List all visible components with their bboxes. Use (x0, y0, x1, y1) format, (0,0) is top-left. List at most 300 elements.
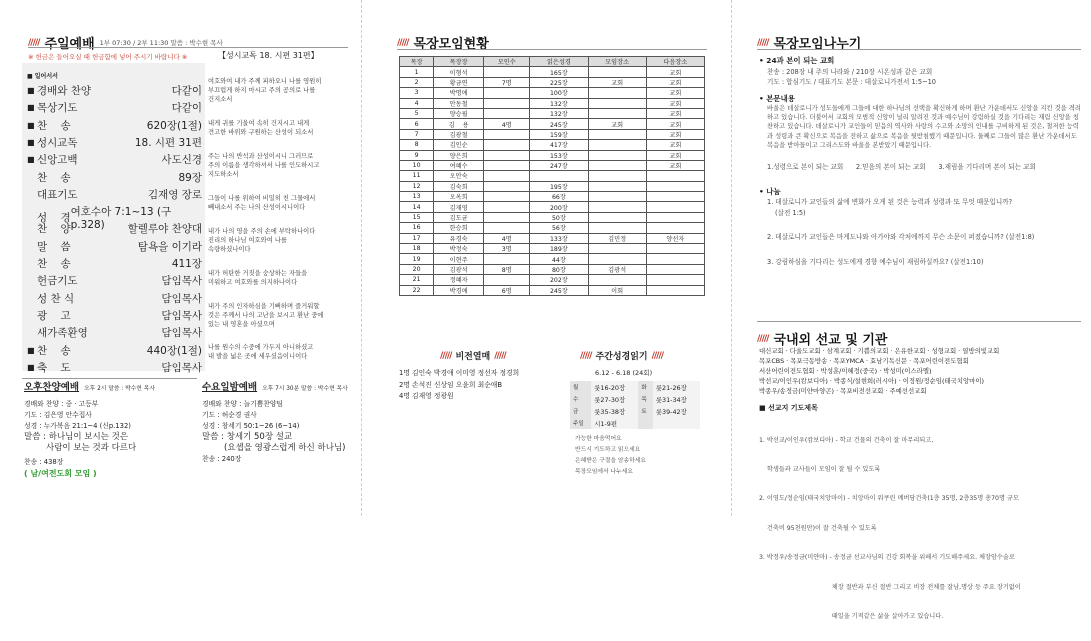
table-cell: 교회 (646, 119, 704, 129)
order-name: 성 경 (37, 212, 71, 225)
reading-verse: 내가 주의 인자하심을 기뻐하며 즐거워할 것은 주께서 나의 고난을 보시고 환난 중에 있는 내 영혼을 아셨으며 (208, 303, 324, 328)
table-row (400, 150, 705, 160)
prayer-line: 때일을 기적같은 삶을 살아가고 있습니다. (759, 612, 944, 620)
table-cell: 56장 (530, 223, 588, 233)
weekly-cell: 목 (638, 393, 652, 405)
table-cell: 8명 (484, 264, 530, 274)
order-item (27, 221, 202, 236)
order-name: 찬 송 (37, 344, 71, 357)
column-header: 모인수 (484, 57, 530, 67)
pm-sermon: 사람이 보는 것과 다르다 (46, 443, 137, 453)
vision-line: 4명 김재영 정광원 (399, 392, 454, 400)
reading-verse: 나를 원수의 수중에 가두지 아니하셨고 내 발을 넓은 곳에 세우셨음이니이다 (208, 344, 314, 360)
vision-title: 비전열매 (455, 352, 491, 362)
bullet: ■ (27, 155, 35, 165)
table-cell: 153장 (530, 150, 588, 160)
table-cell (646, 254, 704, 264)
reading-verse: 주는 나의 반석과 산성이시니 그러므로 주의 이름을 생각하셔서 나를 인도하시고 지도하소서 (208, 153, 320, 178)
header-rule (757, 49, 1081, 50)
table-row (400, 129, 705, 139)
table-cell: 132장 (530, 98, 588, 108)
weekly-note: 목장모임에서 나누세요 (575, 469, 633, 475)
order-value: 440장(1절) (146, 344, 202, 357)
wed-title: 수요일밤예배 (202, 382, 258, 393)
table-cell (588, 202, 646, 212)
table-cell (588, 244, 646, 254)
table-cell (588, 223, 646, 233)
pm-line: 경배와 찬양 : 중 · 고등부 (24, 400, 99, 408)
table-cell (588, 160, 646, 170)
table-row (400, 285, 705, 295)
order-item (27, 308, 202, 323)
table-row (400, 275, 705, 285)
table-cell (588, 129, 646, 139)
weekly-cell: 주일 (570, 417, 591, 429)
bullet: ■ (27, 362, 35, 372)
table-row (400, 202, 705, 212)
table-cell: 22 (400, 285, 434, 295)
table-cell (530, 171, 588, 181)
lesson-line: 찬송 : 208장 내 주의 나라와 / 210장 시온성과 같은 교회 (767, 67, 933, 76)
table-cell (646, 285, 704, 295)
table-row (400, 119, 705, 129)
table-row (400, 223, 705, 233)
prayer-title: ■ 선교지 기도제목 (759, 404, 818, 412)
table-cell: 교회 (588, 119, 646, 129)
question: 3. 강림하심을 기다리는 성도에게 경향 예수님이 재림하실까요? (살전1:10) (767, 257, 984, 266)
fold-line (731, 0, 732, 516)
order-item (27, 273, 202, 288)
wed-hymn: 찬송 : 240장 (202, 455, 242, 463)
weekly-cell (653, 417, 700, 429)
pm-service (24, 382, 204, 479)
order-item (27, 325, 202, 340)
table-cell (588, 275, 646, 285)
pm-line: 기도 : 김은영 안수집사 (24, 411, 92, 419)
weekly-note: 은혜받은 구절을 암송하세요 (575, 458, 646, 464)
question: 1. 데살로니가 교인들의 삶에 변화가 오게 된 것은 능력과 성령과 또 무엇 때문입니까? (767, 198, 1013, 207)
table-cell (484, 88, 530, 98)
table-cell: 6명 (484, 285, 530, 295)
table-cell (484, 150, 530, 160)
order-item (27, 187, 202, 202)
vision-list (399, 368, 569, 403)
order-name: 축 도 (37, 361, 71, 374)
order-value: 620장(1절) (146, 119, 202, 132)
order-item (27, 239, 202, 254)
table-cell (484, 140, 530, 150)
pm-meeting: ( 남/여전도회 모임 ) (24, 469, 97, 478)
question-ref: (살전 1:5) (775, 208, 806, 217)
table-cell (484, 98, 530, 108)
bullet: ■ (27, 137, 35, 147)
bullet: ■ (27, 345, 35, 355)
wed-line: 경배와 찬양 : 늘기쁨찬양팀 (202, 400, 283, 408)
table-cell (646, 171, 704, 181)
order-name: 경배와 찬양 (37, 85, 92, 97)
order-value: 담임목사 (161, 361, 202, 374)
table-cell: 김광철 (434, 129, 484, 139)
table-cell: 417장 (530, 140, 588, 150)
divider (22, 378, 197, 379)
table-cell (588, 108, 646, 118)
table-cell (588, 212, 646, 222)
table-cell (484, 67, 530, 77)
table-cell: 133장 (530, 233, 588, 243)
table-cell: 5 (400, 108, 434, 118)
column-header: 목장장 (434, 57, 484, 67)
table-cell: 이현주 (434, 254, 484, 264)
table-cell: 양선자 (646, 233, 704, 243)
bullet: ■ (27, 103, 35, 113)
table-cell: 14 (400, 202, 434, 212)
header-rule (397, 49, 707, 50)
weekly-cell: 토 (638, 405, 652, 417)
header-rule (28, 47, 348, 48)
middle-panel (365, 0, 727, 516)
order-name: 새가족환영 (37, 327, 88, 340)
table-cell: 165장 (530, 67, 588, 77)
table-row (400, 88, 705, 98)
weekly-cell: 룻27-30장 (591, 393, 638, 405)
prayer-list (759, 416, 1089, 641)
column-header: 다음장소 (646, 57, 704, 67)
table-cell: 1 (400, 67, 434, 77)
table-row (400, 77, 705, 87)
wed-line: 기도 : 허순경 권사 (202, 411, 257, 419)
table-cell (484, 181, 530, 191)
table-cell: 교회 (646, 129, 704, 139)
offering-notice: ※ 헌금은 들어오실 때 헌금함에 넣어 주시기 바랍니다 ※ (28, 53, 188, 61)
table-row (400, 212, 705, 222)
table-cell: 13 (400, 192, 434, 202)
table-cell: 교회 (646, 88, 704, 98)
order-item (27, 135, 202, 150)
table-cell (646, 202, 704, 212)
wed-sermon: (요셉을 영광스럽게 하신 하나님) (224, 443, 346, 453)
table-cell: 132장 (530, 108, 588, 118)
cell-status-title: 목장모임현황 (413, 37, 489, 52)
text-title: • 본문내용 (759, 93, 795, 103)
column-header: 읽은성경 (530, 57, 588, 67)
table-cell (588, 181, 646, 191)
weekly-row (570, 417, 700, 429)
vision-header: ///// 비전열매 ///// (440, 350, 506, 362)
table-cell: 202장 (530, 275, 588, 285)
table-cell: 이형석 (434, 67, 484, 77)
table-cell (484, 192, 530, 202)
order-name: 목상기도 (37, 102, 78, 115)
table-cell (646, 275, 704, 285)
table-cell: 189장 (530, 244, 588, 254)
table-cell: 80장 (530, 264, 588, 274)
weekly-cell: 시1-9편 (591, 417, 638, 429)
divider (757, 321, 1081, 322)
table-cell: 195장 (530, 181, 588, 191)
table-cell: 10 (400, 160, 434, 170)
table-cell (588, 150, 646, 160)
table-cell: 정혜자 (434, 275, 484, 285)
order-value: 탐욕을 이기라 (137, 240, 202, 253)
table-cell: 11 (400, 171, 434, 181)
table-cell: 7 (400, 129, 434, 139)
table-row (400, 171, 705, 181)
table-cell: 김광석 (588, 264, 646, 274)
table-cell: 17 (400, 233, 434, 243)
table-row (400, 233, 705, 243)
sunday-subtitle: 1부 07:30 / 2부 11:30 말씀 : 박수현 목사 (99, 39, 223, 47)
order-name: 찬 양 (37, 223, 71, 236)
reading-verse: 여호와여 내가 주께 피하오니 나를 영원히 부끄럽게 하지 마시고 주의 공의로 나를 건지소서 (208, 78, 322, 103)
table-cell: 3 (400, 88, 434, 98)
order-name: 말 씀 (37, 240, 71, 253)
table-cell: 교회 (646, 67, 704, 77)
fold-line (361, 0, 362, 516)
table-cell (588, 171, 646, 181)
mission-line: 박선교/이인우(캄보디아) · 박종식/설현희(러시아) · 이정원/정순임(태국치앙마이) (759, 377, 984, 385)
worship-order (22, 63, 205, 374)
table-cell: 100장 (530, 88, 588, 98)
table-cell: 245장 (530, 285, 588, 295)
table-cell (484, 254, 530, 264)
table-cell (588, 254, 646, 264)
weekly-cell: 룻31-34장 (653, 393, 700, 405)
pm-title: 오후찬양예배 (24, 382, 80, 393)
weekly-cell: 룻16-20장 (591, 381, 638, 393)
prayer-line: 학생들과 교사들이 모임이 잘 될 수 있도록 (759, 465, 881, 473)
mission-title: 국내외 선교 및 기관 (773, 333, 888, 348)
prayer-line: 3. 박정우/송정금(미얀마) - 송정금 선교사님의 건강 회복을 위해서 기도해주세요. 체장암수술로 (759, 554, 1015, 562)
mission-list (759, 346, 1084, 396)
table-cell: 6 (400, 119, 434, 129)
table-cell: 황금연 (434, 77, 484, 87)
order-item (27, 360, 202, 375)
table-cell (588, 67, 646, 77)
table-row (400, 67, 705, 77)
table-cell (646, 192, 704, 202)
table-row (400, 140, 705, 150)
weekly-date: 6.12 - 6.18 (24회) (595, 369, 653, 377)
table-cell: 2 (400, 77, 434, 87)
order-value: 담임목사 (161, 292, 202, 305)
order-name: 헌금기도 (37, 275, 78, 288)
table-cell: 66장 (530, 192, 588, 202)
order-item (27, 291, 202, 306)
sharing-q-title: • 나눔 (759, 186, 781, 196)
table-cell: 박명애 (434, 88, 484, 98)
table-cell: 오옥희 (434, 192, 484, 202)
table-cell (484, 129, 530, 139)
vision-line: 2명 손석진 신상임 오윤희 최순애B (399, 380, 502, 389)
table-row (400, 160, 705, 170)
weekly-header: ///// 주간성경읽기 ///// (580, 350, 664, 362)
mission-line: 목포CBS · 목포극동방송 · 목포YMCA · 효남기독신문 · 목포어린이전도협회 (759, 357, 969, 365)
table-row (400, 181, 705, 191)
mission-line: 서산어린이전도협회 · 박성훈/이혜정(중국) · 박성미(이스라엘) (759, 367, 932, 375)
text-body: 바울은 데살로니가 성도들에게 그들에 대한 하나님의 선택을 확신하게 하며 환난 가운데서도 신앙을 지킨 것을 격려하고 있습니다. 더불어서 교회의 모범적 신앙이 널리 알려진 것과 예수님이 강림하실 것을 기다리는 재림 신앙을 칭찬하고 있습니다. 데살로니가 교인들이 믿음의 역사와 사랑의 수고와 소망의 인내를 구비하게 된 것은, 철저한 능력과 성령과 큰 확신으로 복음을 전하고 삶으로 복음을 뒷받침했기 때문입니다. 둘째로 그들이 많은 환난 가운데서도 복음을 받아들이고 그리스도와 바울을 본받았기 때문입니다. (767, 105, 1081, 149)
table-cell: 김광석 (434, 264, 484, 274)
column-header: 모임장소 (588, 57, 646, 67)
weekly-notes (575, 434, 705, 478)
table-row (400, 98, 705, 108)
weekly-cell (638, 417, 652, 429)
sharing-header: ///// 목장모임나누기 (757, 33, 861, 52)
table-cell (646, 212, 704, 222)
pm-hymn: 찬송 : 438장 (24, 458, 64, 466)
table-cell (588, 192, 646, 202)
table-row (400, 254, 705, 264)
table-cell: 4명 (484, 119, 530, 129)
order-name: 성 찬 식 (37, 292, 75, 305)
table-cell: 교회 (646, 160, 704, 170)
pm-subtitle: 오후 2시 말씀 : 박수현 목사 (84, 386, 155, 392)
table-row (400, 244, 705, 254)
weekly-row (570, 393, 700, 405)
table-cell: 4명 (484, 233, 530, 243)
table-cell: 4 (400, 98, 434, 108)
order-item (27, 170, 202, 185)
reading-verse: 내가 나의 영을 주의 손에 부탁하나이다 진리의 하나님 여호와여 나를 속량하셨나이다 (208, 228, 316, 253)
table-cell: 김인순 (434, 140, 484, 150)
bullet: ■ (27, 86, 35, 95)
order-item (27, 152, 202, 167)
table-cell: 12 (400, 181, 434, 191)
order-value: 89장 (178, 171, 202, 184)
table-cell: 18 (400, 244, 434, 254)
table-cell: 15 (400, 212, 434, 222)
left-panel (0, 0, 358, 516)
weekly-cell: 화 (638, 381, 652, 393)
vision-line: 1명 김인숙 박경애 이미영 정선자 정경희 (399, 369, 520, 377)
order-value: 다같이 (171, 85, 202, 97)
table-cell: 오안숙 (434, 171, 484, 181)
mission-line: 박종우/송정금(미얀마양곤) · 목포비전선교회 · 주예선선교회 (759, 387, 927, 395)
table-cell: 여혜수 (434, 160, 484, 170)
prayer-line: 체장 절반과 부신 절반 그리고 비장 전체를 잘남,명상 등 주요 장기없이 (759, 583, 1021, 591)
pm-line: 성경 : 누가복음 21:1~4 (신p.132) (24, 422, 131, 430)
order-value: 여호수아 7:1~13 (구p.328) (70, 206, 172, 232)
table-cell: 양승필 (434, 108, 484, 118)
cell-table (399, 56, 705, 296)
table-cell: 김민정 (588, 233, 646, 243)
wed-line: 성경 : 창세기 50:1~26 (6~14) (202, 422, 300, 430)
table-cell (588, 88, 646, 98)
order-name: 성시교독 (37, 136, 78, 149)
prayer-line: 2. 이영도/정순임(태국치앙마이) - 치앙마이 워쿠린 메버당건축(1층 35명, 2층35명 총70명 규모 (759, 495, 1019, 503)
prayer-line: 건축비 95천원만)이 잘 건축될 수 있도록 (759, 524, 877, 532)
table-row (400, 264, 705, 274)
table-cell: 박경애 (434, 285, 484, 295)
table-cell: 19 (400, 254, 434, 264)
sunday-header: ///// 주일예배 1부 07:30 / 2부 11:30 말씀 : 박수현 목사 (28, 33, 223, 52)
mission-line: 대신교회 · 다울도교회 · 삼계교회 · 기쁨의교회 · 은유한교회 · 성형교회 · 열방의빛교회 (759, 347, 1000, 355)
reading-verse: 그들이 나를 위하여 비밀히 친 그물에서 빼내소서 주는 나의 산성이시니이다 (208, 195, 316, 211)
table-cell: 김숙희 (434, 181, 484, 191)
order-value: 18. 시편 31편 (134, 136, 202, 149)
order-name: 신앙고백 (37, 154, 78, 167)
order-name: 찬 송 (37, 119, 71, 132)
table-cell (646, 223, 704, 233)
table-cell: 김도균 (434, 212, 484, 222)
order-value: 411장 (171, 258, 202, 270)
weekly-title: 주간성경읽기 (595, 352, 648, 362)
lesson-line: 기도 : 합심기도 / 대표기도 본문 : 데살로니가전서 1:5~10 (767, 78, 936, 86)
table-cell (588, 98, 646, 108)
table-cell: 안동철 (434, 98, 484, 108)
order-name: 찬 송 (37, 258, 71, 270)
weekly-row (570, 381, 700, 393)
right-panel (737, 0, 1091, 620)
bullet: ■ (27, 120, 35, 130)
table-cell: 50장 (530, 212, 588, 222)
order-value: 김재영 장로 (147, 188, 202, 201)
table-cell: 225장 (530, 77, 588, 87)
table-cell: 3명 (484, 244, 530, 254)
table-cell: 20 (400, 264, 434, 274)
pm-line: 말씀 : 하나님이 보시는 것은 (24, 432, 128, 442)
table-cell: 양은희 (434, 150, 484, 160)
table-cell: 200장 (530, 202, 588, 212)
table-cell: 김 용 (434, 119, 484, 129)
wed-line: 말씀 : 창세기 50장 설교 (202, 432, 293, 442)
column-header: 목장 (400, 57, 434, 67)
order-value: 담임목사 (161, 327, 202, 340)
reading-verse: 내가 허탄한 거짓을 숭상하는 자들을 미워하고 여호와를 의지하나이다 (208, 270, 308, 286)
table-cell (588, 140, 646, 150)
text-points: 1.성령으로 본이 되는 교회 2.믿음의 본이 되는 교회 3.재림을 기다리며 본이 되는 교회 (767, 163, 1036, 172)
wed-subtitle: 오후 7시 30분 말씀 : 박수현 목사 (262, 386, 348, 392)
table-cell: 245장 (530, 119, 588, 129)
question: 2. 데살로니가 교인들은 마게도냐와 아가야와 각처에까지 무슨 소문이 퍼졌습니까? (살전1:8) (767, 233, 1035, 242)
mission-header: ///// 국내외 선교 및 기관 (757, 329, 887, 348)
order-value: 할렐루야 찬양대 (127, 223, 202, 236)
order-header: ■ 일어서서 (27, 73, 58, 80)
weekly-note: 반드시 기도하고 읽으세요 (575, 447, 641, 453)
order-value: 다같이 (171, 102, 202, 115)
table-cell: 교회 (646, 150, 704, 160)
order-name: 대표기도 (37, 188, 78, 201)
reading-verse: 내게 귀를 기울여 속히 건지시고 내게 견고한 바위와 구원하는 산성이 되소서 (208, 120, 314, 136)
table-row (400, 108, 705, 118)
wed-service (202, 382, 362, 465)
table-cell (646, 181, 704, 191)
weekly-table (570, 381, 700, 429)
prayer-line: 1. 박선교/이인우(캄보디아) - 학교 건물의 건축이 잘 마무리되고, (759, 436, 934, 444)
table-cell: 유경숙 (434, 233, 484, 243)
cell-status-header: ///// 목장모임현황 (397, 33, 489, 52)
table-cell (484, 108, 530, 118)
table-cell: 16 (400, 223, 434, 233)
weekly-cell: 룻39-42장 (653, 405, 700, 417)
weekly-cell: 수 (570, 393, 591, 405)
table-cell: 159장 (530, 129, 588, 139)
table-cell: 교회 (646, 98, 704, 108)
table-cell: 박정숙 (434, 244, 484, 254)
table-cell: 44장 (530, 254, 588, 264)
reading-title: 【성시교독 18. 시편 31편】 (218, 51, 319, 60)
table-cell: 21 (400, 275, 434, 285)
weekly-note: 가능한 마음먹어요 (575, 436, 622, 442)
table-cell (484, 223, 530, 233)
table-cell: 247장 (530, 160, 588, 170)
table-cell: 8 (400, 140, 434, 150)
order-item (27, 118, 202, 133)
order-item (27, 343, 202, 358)
table-cell (484, 275, 530, 285)
order-value: 담임목사 (161, 275, 202, 288)
table-cell (484, 160, 530, 170)
table-cell (484, 212, 530, 222)
